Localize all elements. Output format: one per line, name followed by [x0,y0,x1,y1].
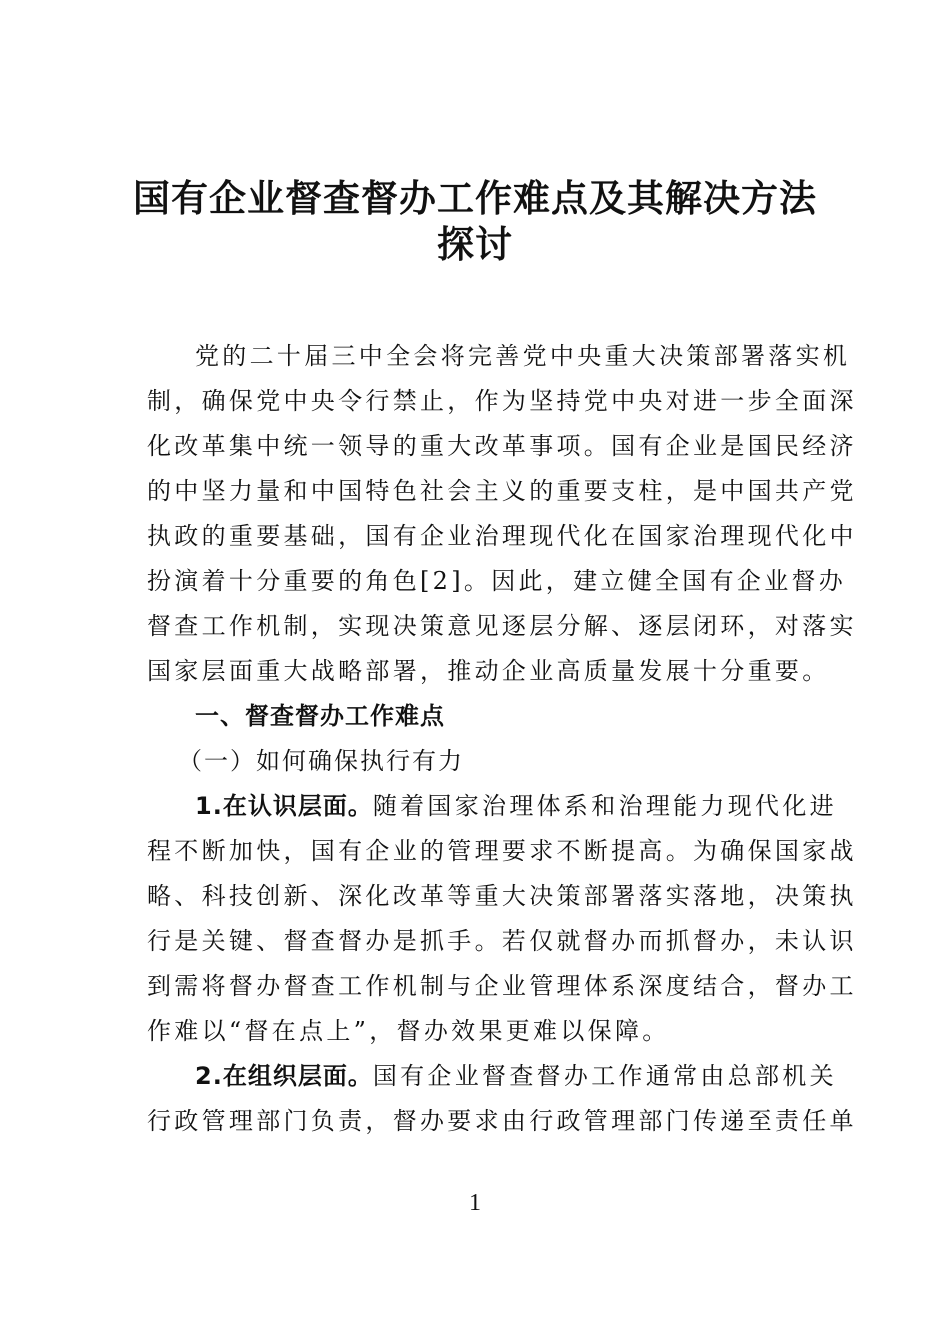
item-1-line-3: 略、科技创新、深化改革等重大决策部署落实落地，决策执 [147,882,857,910]
item-1-line-6: 作难以“督在点上”，督办效果更难以保障。 [147,1017,670,1045]
item-2-line-2: 行政管理部门负责，督办要求由行政管理部门传递至责任单 [147,1107,857,1135]
intro-line-7: 督查工作机制，实现决策意见逐层分解、逐层闭环，对落实 [147,612,857,640]
intro-line-5: 执政的重要基础，国有企业治理现代化在国家治理现代化中 [147,522,857,550]
section-heading: 一、督查督办工作难点 [195,702,445,730]
item-2-text: 国有企业督查督办工作通常由总部机关 [372,1062,837,1090]
item-1-line-4: 行是关键、督查督办是抓手。若仅就督办而抓督办，未认识 [147,927,857,955]
item-2-label: 2.在组织层面。 [195,1062,373,1090]
item-1-line-5: 到需将督办督查工作机制与企业管理体系深度结合，督办工 [147,972,857,1000]
item-1-first-line [195,791,865,821]
page-number: 1 [469,1190,481,1216]
intro-line-1: 党的二十届三中全会将完善党中央重大决策部署落实机 [195,342,851,370]
subsection-heading: （一）如何确保执行有力 [178,747,464,775]
intro-line-4: 的中坚力量和中国特色社会主义的重要支柱，是中国共产党 [147,477,857,505]
intro-line-6: 扮演着十分重要的角色[2]。因此，建立健全国有企业督办 [147,567,847,595]
item-2-first-line [195,1061,865,1091]
intro-line-2: 制，确保党中央令行禁止，作为坚持党中央对进一步全面深 [147,387,857,415]
intro-line-8: 国家层面重大战略部署，推动企业高质量发展十分重要。 [147,657,830,685]
item-1-label: 1.在认识层面。 [195,792,373,820]
document-title-line-2: 探讨 [437,223,513,266]
item-1-line-2: 程不断加快，国有企业的管理要求不断提高。为确保国家战 [147,837,857,865]
item-1-text: 随着国家治理体系和治理能力现代化进 [372,792,837,820]
document-title-line-1: 国有企业督查督办工作难点及其解决方法 [133,177,817,220]
intro-line-3: 化改革集中统一领导的重大改革事项。国有企业是国民经济 [147,432,857,460]
